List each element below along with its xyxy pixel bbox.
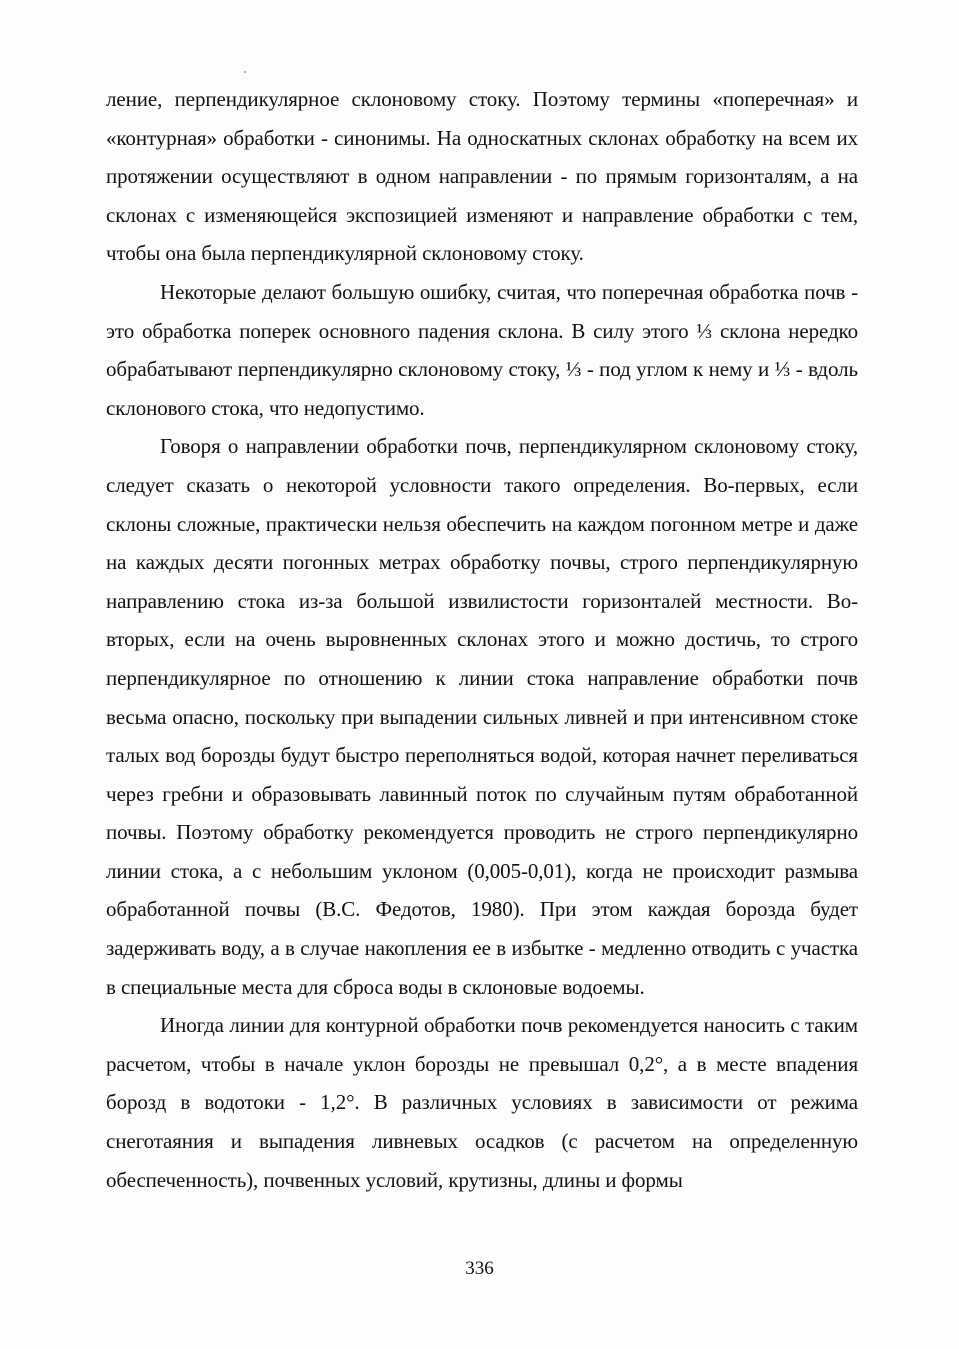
paragraph: Некоторые делают большую ошибку, считая, что поперечная обработка почв - это обработка поперек основного падения склона. В силу этого ⅓ склона нередко обрабатывают перпендикулярно склоновому стоку, ⅓ - под углом к нему и ⅓ - вдоль склонового стока, что недопустимо. (106, 279, 858, 420)
paragraph-continuation: ление, перпендикулярное склоновому стоку. Поэтому термины «поперечная» и «контурная» обработки - синонимы. На односкатных склонах обработку на всем их протяжении осуществляют в одном направлении - по прямым горизонталям, а на склонах с изменяющейся экспозицией изменяют и направление обработки с тем, чтобы она была перпендикулярной склоновому стоку. (106, 87, 858, 266)
body-text (106, 80, 858, 1199)
scan-speck (244, 71, 246, 73)
paragraph: Говоря о направлении обработки почв, перпендикулярном склоновому стоку, следует сказать о некоторой условности такого определения. Во-первых, если склоны сложные, практически нельзя обеспечить на каждом погонном метре и даже на каждых десяти погонных метрах обработку почвы, строго перпендикулярную направлению стока из-за большой извилистости горизонталей местности. Во-вторых, если на очень выровненных склонах этого и можно достичь, то строго перпендикулярное по отношению к линии стока направление обработки почв весьма опасно, поскольку при выпадении сильных ливней и при интенсивном стоке талых вод борозды будут быстро переполняться водой, которая начнет переливаться через гребни и образовывать лавинный поток по случайным путям обработанной почвы. Поэтому обработку рекомендуется проводить не строго перпендикулярно линии стока, а с небольшим уклоном (0,005-0,01), когда не происходит размыва обработанной почвы (В.С. Федотов, 1980). При этом каждая борозда будет задерживать воду, а в случае накопления ее в избытке - медленно отводить с участка в специальные места для сброса воды в склоновые водоемы. (106, 434, 858, 999)
paragraph: Иногда линии для контурной обработки почв рекомендуется наносить с таким расчетом, чтобы в начале уклон борозды не превышал 0,2°, а в месте впадения борозд в водотоки - 1,2°. В различных условиях в зависимости от режима снеготаяния и выпадения ливневых осадков (с расчетом на определенную обеспеченность), почвенных условий, крутизны, длины и формы (106, 1013, 858, 1192)
page-number: 336 (465, 1258, 494, 1279)
